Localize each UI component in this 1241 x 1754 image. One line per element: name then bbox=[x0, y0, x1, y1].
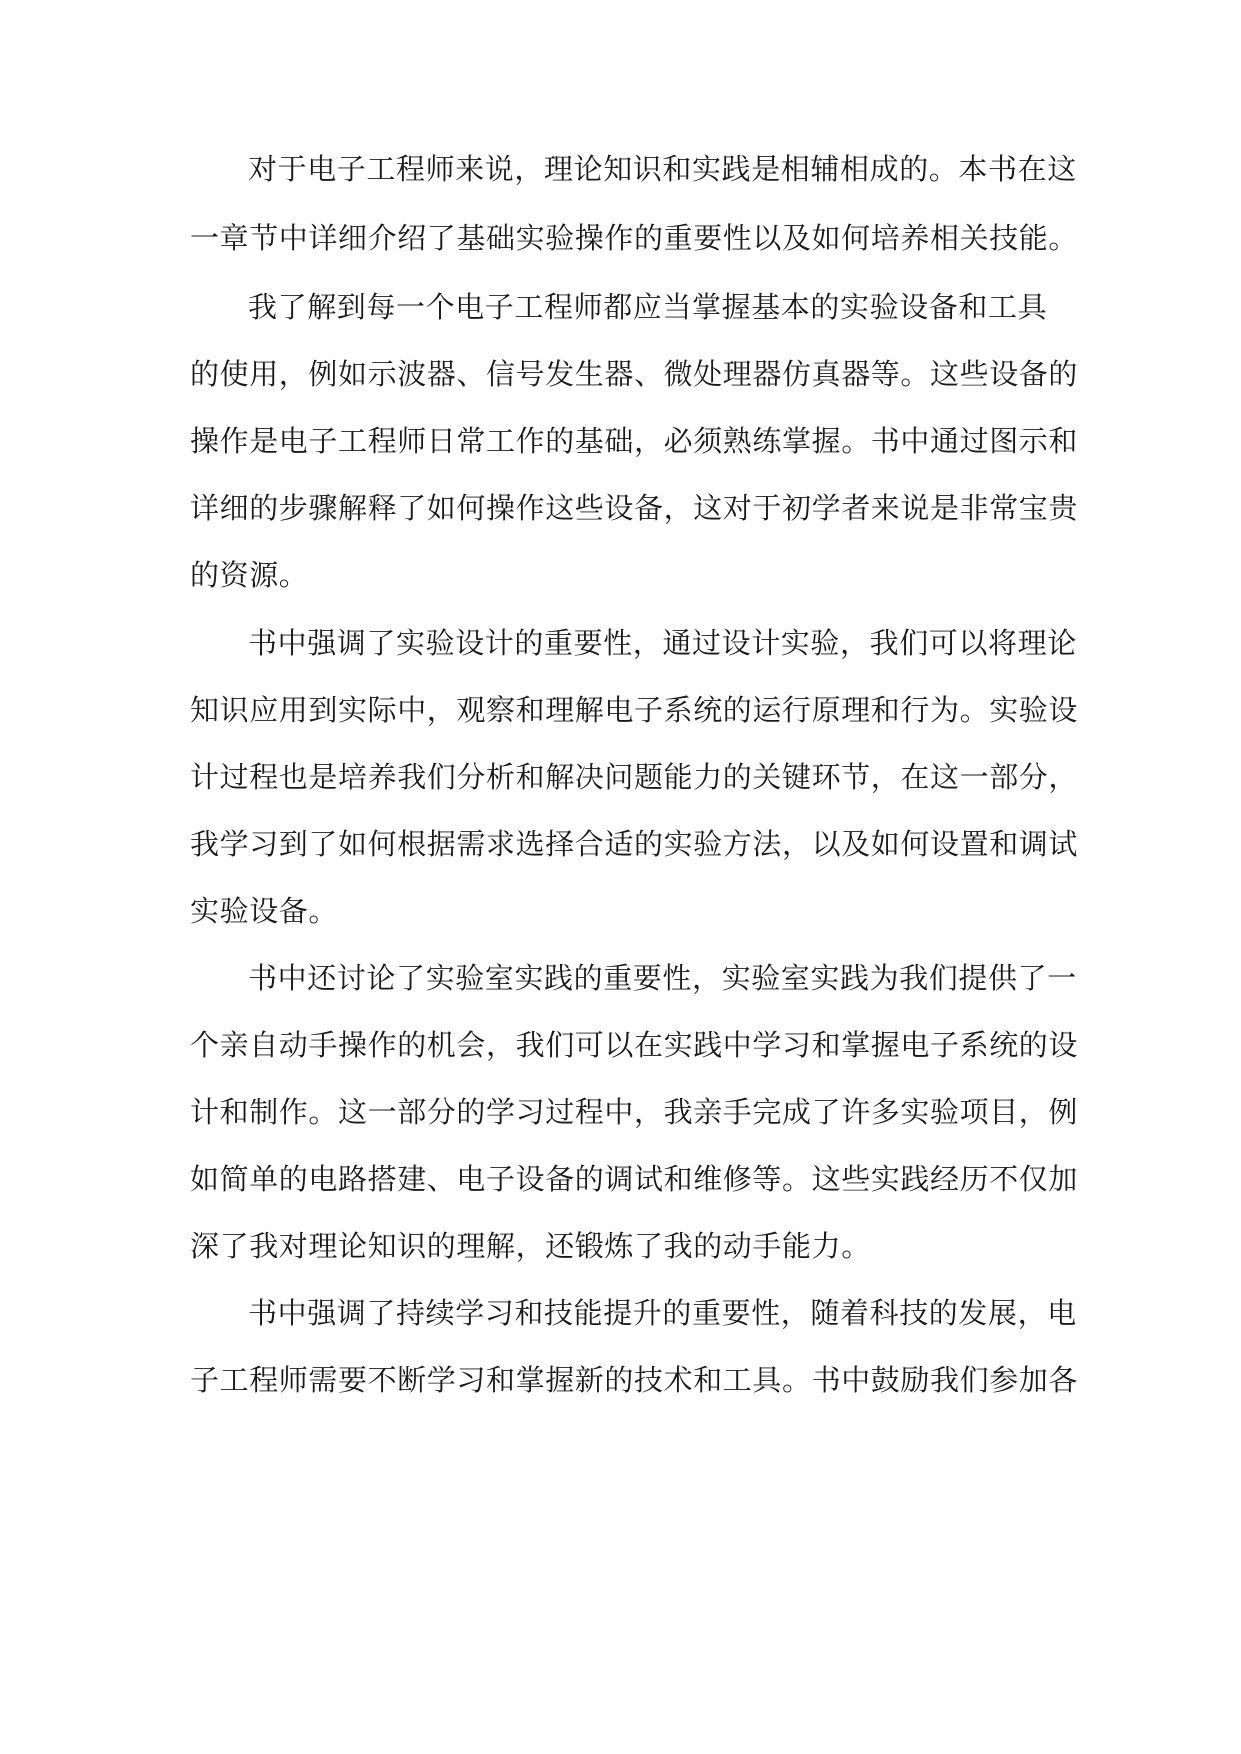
text-line: 对于电子工程师来说，理论知识和实践是相辅相成的。本书在这 bbox=[248, 152, 1077, 186]
text-line: 一章节中详细介绍了基础实验操作的重要性以及如何培养相关技能。 bbox=[190, 221, 1079, 255]
text-line: 如简单的电路搭建、电子设备的调试和维修等。这些实践经历不仅加 bbox=[190, 1162, 1079, 1196]
text-line: 计过程也是培养我们分析和解决问题能力的关键环节，在这一部分， bbox=[190, 760, 1079, 794]
text-line: 我了解到每一个电子工程师都应当掌握基本的实验设备和工具 bbox=[248, 290, 1048, 324]
text-line: 详细的步骤解释了如何操作这些设备，这对于初学者来说是非常宝贵 bbox=[190, 491, 1079, 525]
text-line: 我学习到了如何根据需求选择合适的实验方法，以及如何设置和调试 bbox=[190, 827, 1079, 861]
text-line: 操作是电子工程师日常工作的基础，必须熟练掌握。书中通过图示和 bbox=[190, 424, 1079, 458]
text-line: 深了我对理论知识的理解，还锻炼了我的动手能力。 bbox=[190, 1229, 871, 1263]
text-line: 的使用，例如示波器、信号发生器、微处理器仿真器等。这些设备的 bbox=[190, 357, 1079, 391]
text-line: 子工程师需要不断学习和掌握新的技术和工具。书中鼓励我们参加各 bbox=[190, 1363, 1079, 1397]
text-line: 计和制作。这一部分的学习过程中，我亲手完成了许多实验项目，例 bbox=[190, 1095, 1079, 1129]
text-line: 实验设备。 bbox=[190, 894, 339, 928]
text-line: 书中强调了实验设计的重要性，通过设计实验，我们可以将理论 bbox=[248, 626, 1077, 660]
text-line: 的资源。 bbox=[190, 558, 309, 592]
text-line: 知识应用到实际中，观察和理解电子系统的运行原理和行为。实验设 bbox=[190, 693, 1079, 727]
text-line: 书中强调了持续学习和技能提升的重要性，随着科技的发展，电 bbox=[248, 1296, 1077, 1330]
text-line: 书中还讨论了实验室实践的重要性，实验室实践为我们提供了一 bbox=[248, 961, 1077, 995]
text-line: 个亲自动手操作的机会，我们可以在实践中学习和掌握电子系统的设 bbox=[190, 1028, 1079, 1062]
